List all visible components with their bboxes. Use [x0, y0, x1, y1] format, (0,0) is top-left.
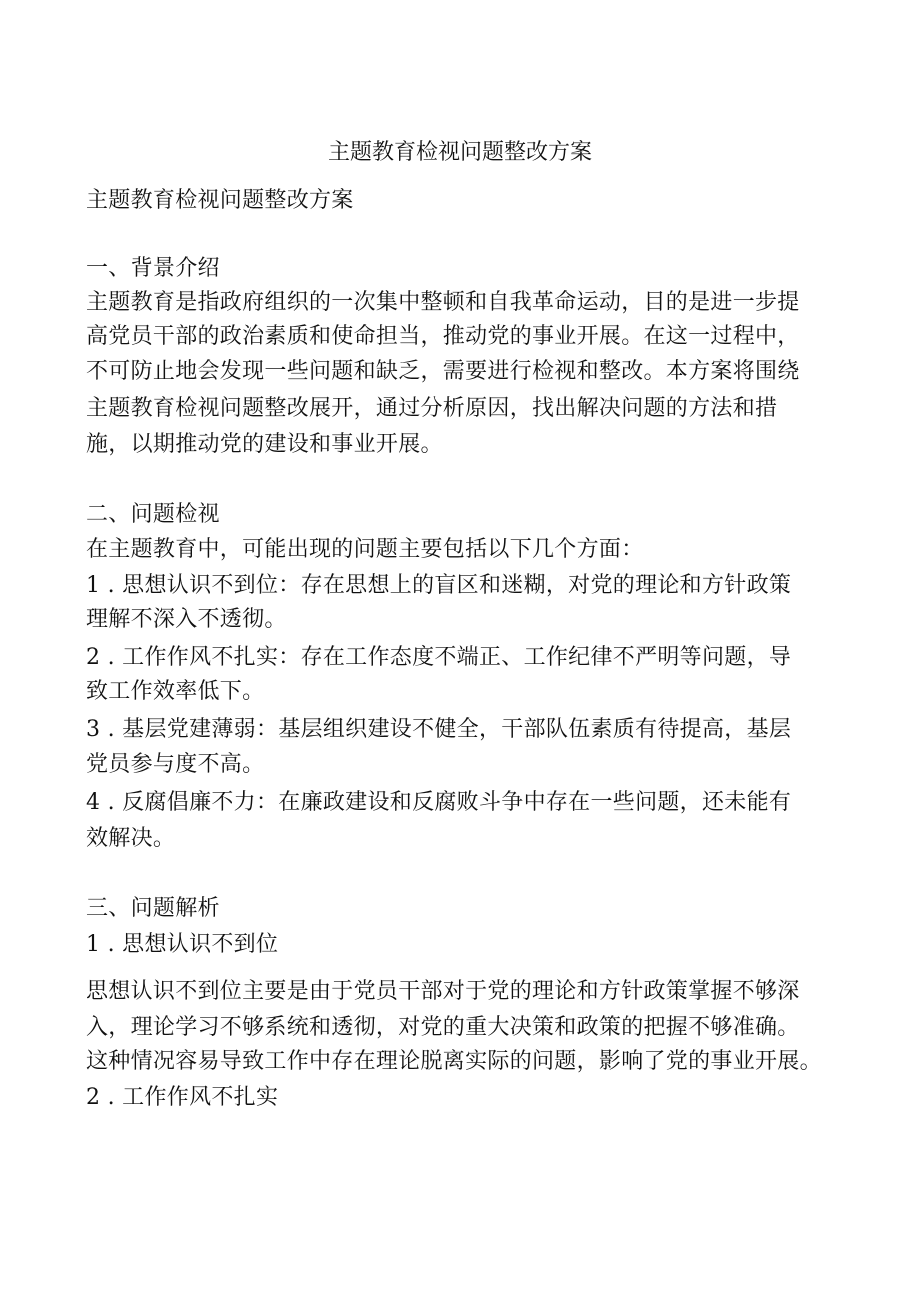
list-item: 1 . 思想认识不到位：存在思想上的盲区和迷糊，对党的理论和方针政策	[86, 573, 792, 598]
subsection-heading: 1 . 思想认识不到位	[86, 932, 279, 957]
section-heading-background: 一、背景介绍	[86, 256, 220, 281]
paragraph-line: 思想认识不到位主要是由于党员干部对于党的理论和方针政策掌握不够深	[86, 979, 800, 1004]
list-item-continuation: 致工作效率低下。	[86, 679, 265, 704]
list-item: 4 . 反腐倡廉不力：在廉政建设和反腐败斗争中存在一些问题，还未能有	[86, 790, 792, 815]
paragraph-line: 施，以期推动党的建设和事业开展。	[86, 432, 443, 457]
paragraph-line: 主题教育是指政府组织的一次集中整顿和自我革命运动，目的是进一步提	[86, 290, 800, 315]
list-item: 2 . 工作作风不扎实：存在工作态度不端正、工作纪律不严明等问题，导	[86, 645, 792, 670]
section-heading-inspection: 二、问题检视	[86, 502, 220, 527]
list-item: 3 . 基层党建薄弱：基层组织建设不健全，干部队伍素质有待提高，基层	[86, 717, 792, 742]
paragraph-line: 在主题教育中，可能出现的问题主要包括以下几个方面：	[86, 537, 644, 562]
list-item-continuation: 理解不深入不透彻。	[86, 607, 287, 632]
section-heading-analysis: 三、问题解析	[86, 896, 220, 921]
page-title: 主题教育检视问题整改方案	[327, 140, 592, 165]
paragraph-line: 高党员干部的政治素质和使命担当，推动党的事业开展。在这一过程中，	[86, 324, 800, 349]
list-item-continuation: 党员参与度不高。	[86, 752, 265, 777]
document-subtitle: 主题教育检视问题整改方案	[86, 188, 354, 213]
list-item-continuation: 效解决。	[86, 826, 176, 851]
paragraph-line: 入，理论学习不够系统和透彻，对党的重大决策和政策的把握不够准确。	[86, 1015, 800, 1040]
paragraph-line: 不可防止地会发现一些问题和缺乏，需要进行检视和整改。本方案将围绕	[86, 359, 800, 384]
paragraph-line: 这种情况容易导致工作中存在理论脱离实际的问题，影响了党的事业开展。	[86, 1049, 822, 1074]
paragraph-line: 主题教育检视问题整改展开，通过分析原因，找出解决问题的方法和措	[86, 396, 778, 421]
subsection-heading: 2 . 工作作风不扎实	[86, 1085, 279, 1110]
